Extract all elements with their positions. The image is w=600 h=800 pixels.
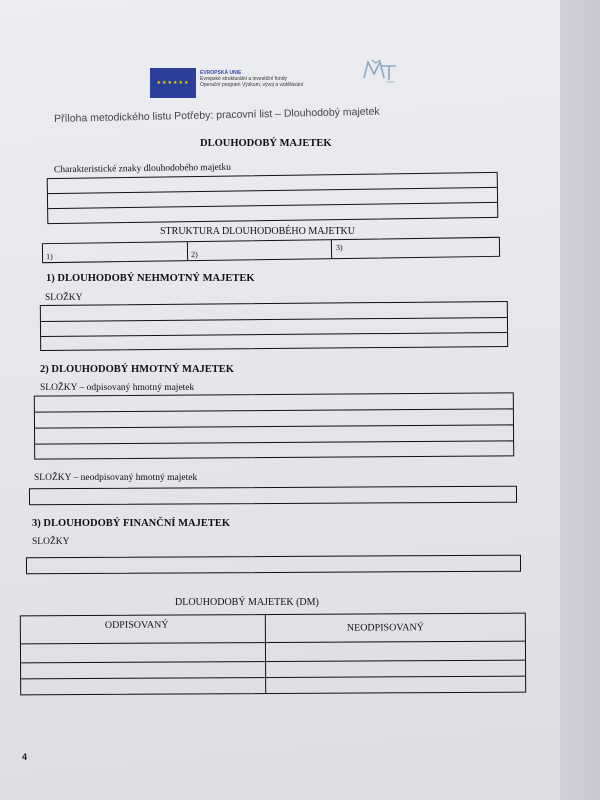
characteristics-label: Charakteristické znaky dlouhodobého majetku: [53, 162, 232, 176]
section3-title: 3) DLOUHODOBÝ FINANČNÍ MAJETEK: [32, 518, 231, 529]
section1-line-1: [41, 317, 507, 322]
section2-line-2: [35, 424, 513, 428]
dm-table: [20, 613, 526, 696]
dm-col-neodpisovany: NEODPISOVANÝ: [346, 622, 424, 634]
dm-table-divider: [265, 615, 266, 693]
section1-title: 1) DLOUHODOBÝ NEHMOTNÝ MAJETEK: [46, 273, 255, 284]
structure-title: STRUKTURA DLOUHODOBÉHO MAJETKU: [160, 226, 355, 237]
msmt-logo-text: MŠMT: [386, 80, 395, 84]
section3-label: SLOŽKY: [32, 537, 70, 547]
dm-table-line-1: [21, 641, 525, 645]
eu-logo-text: [200, 70, 303, 88]
page-number: 4: [22, 752, 28, 762]
dm-table-title: DLOUHODOBÝ MAJETEK (DM): [175, 597, 319, 608]
characteristics-box[interactable]: [47, 172, 499, 224]
section2-label-non-depreciated: SLOŽKY – neodpisovaný hmotný majetek: [34, 473, 198, 483]
dm-table-line-2: [21, 660, 525, 664]
section1-box[interactable]: [40, 301, 508, 351]
structure-cell-2[interactable]: 2): [190, 250, 198, 260]
eu-flag-logo: [150, 68, 196, 98]
eu-line1: EVROPSKÁ UNIE: [200, 70, 242, 76]
structure-divider-2: [331, 240, 332, 258]
main-title: DLOUHODOBÝ MAJETEK: [200, 138, 332, 149]
eu-line3: Operační program Výzkum, vývoj a vzdělávání: [200, 82, 304, 88]
eu-stars-icon: ★★★★★★: [156, 80, 190, 86]
section2-depreciated-box[interactable]: [34, 392, 514, 459]
structure-cell-1[interactable]: 1): [46, 252, 53, 262]
characteristics-line-1: [48, 187, 497, 194]
section1-line-2: [41, 332, 507, 337]
section2-label-depreciated: SLOŽKY – odpisovaný hmotný majetek: [40, 383, 195, 393]
structure-cell-3[interactable]: 3): [335, 242, 343, 253]
structure-divider-1: [187, 242, 188, 260]
characteristics-line-2: [48, 202, 497, 209]
section2-title: 2) DLOUHODOBÝ HMOTNÝ MAJETEK: [40, 364, 234, 375]
dm-col-odpisovany: ODPISOVANÝ: [104, 619, 169, 631]
structure-box: [42, 237, 500, 263]
section2-line-3: [35, 440, 513, 444]
section1-label: SLOŽKY: [45, 293, 83, 303]
section2-line-1: [35, 408, 513, 412]
section2-non-depreciated-box[interactable]: [29, 486, 517, 506]
eu-line2: Evropské strukturální a investiční fondy: [200, 76, 287, 82]
dm-table-line-3: [21, 676, 525, 680]
section3-box[interactable]: [26, 555, 521, 575]
worksheet-subtitle: Příloha metodického listu Potřeby: pracovní list – Dlouhodobý majetek: [53, 105, 380, 125]
